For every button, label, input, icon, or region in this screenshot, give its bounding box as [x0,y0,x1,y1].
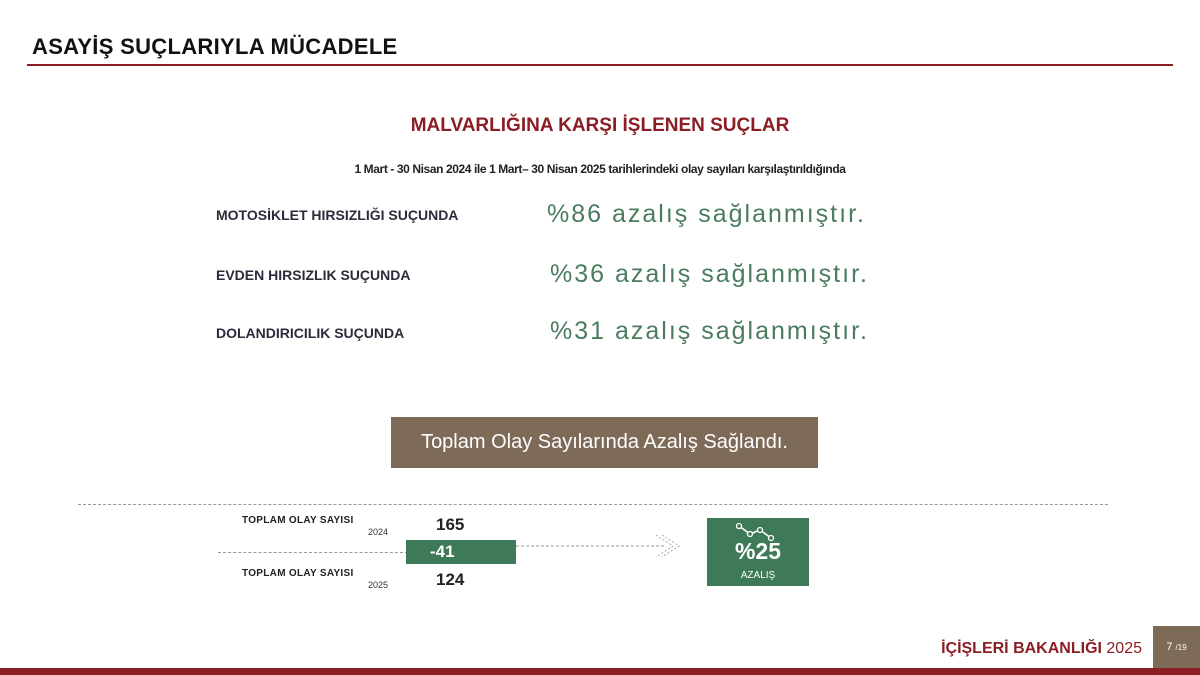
footer-bar [0,668,1200,675]
crime-value-burglary: %36 azalış sağlanmıştır. [550,260,869,288]
percent-label: AZALIŞ [740,570,776,581]
total-label-2024: TOPLAM OLAY SAYISI [242,515,354,526]
year-label-2025: 2025 [368,580,389,590]
page-number [1153,626,1200,668]
crime-label-fraud: DOLANDIRICILIK SUÇUNDA [216,325,405,341]
footer-org-year: 2025 [1106,640,1142,657]
section-subtitle: 1 Mart - 30 Nisan 2024 ile 1 Mart– 30 Nisan 2025 tarihlerindeki olay sayıları karşılaştırıldığında [354,162,846,176]
footer-organization [941,640,1142,658]
percent-value: %25 [734,538,782,564]
year-label-2024: 2024 [368,527,389,537]
crime-label-motorcycle: MOTOSİKLET HIRSIZLIĞI SUÇUNDA [216,207,459,223]
total-value-2025: 124 [436,570,465,589]
footer-org-name: İÇİŞLERİ BAKANLIĞI [941,640,1102,657]
divider-dashed [78,504,1108,505]
divider-dashed-short [218,552,408,553]
header-divider [27,64,1173,66]
crime-label-burglary: EVDEN HIRSIZLIK SUÇUNDA [216,267,411,283]
total-label-2025: TOPLAM OLAY SAYISI [242,568,354,579]
page-total: /19 [1175,643,1187,652]
percent-decrease-card [707,518,809,586]
crime-value-fraud: %31 azalış sağlanmıştır. [550,317,869,345]
crime-value-motorcycle: %86 azalış sağlanmıştır. [547,200,866,228]
difference-value: -41 [406,540,516,564]
arrow-right-icon [516,531,686,563]
total-value-2024: 165 [436,515,465,534]
section-title: MALVARLIĞINA KARŞI İŞLENEN SUÇLAR [410,115,790,136]
page-title: ASAYİŞ SUÇLARIYLA MÜCADELE [32,34,398,59]
summary-banner: Toplam Olay Sayılarında Azalış Sağlandı. [391,417,818,468]
page-current: 7 [1166,641,1173,653]
